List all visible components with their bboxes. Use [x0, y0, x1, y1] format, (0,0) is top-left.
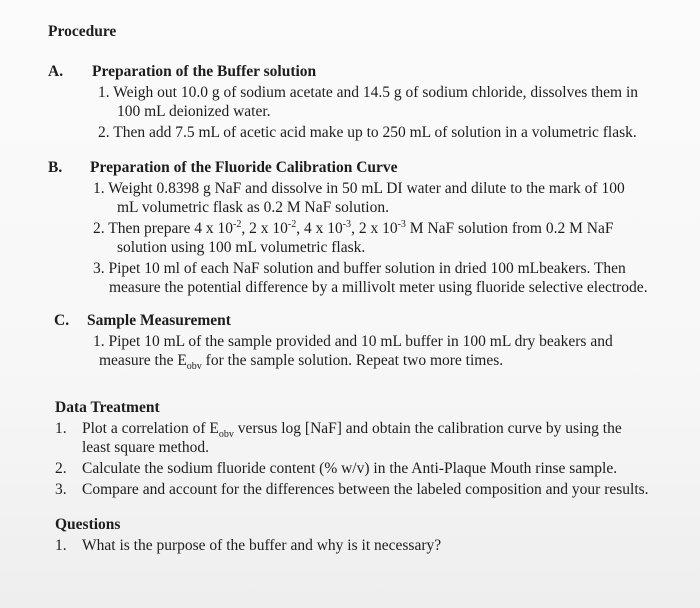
question-1: What is the purpose of the buffer and why is it necessary? — [82, 537, 442, 554]
section-b-step-3: 3. Pipet 10 ml of each NaF solution and buffer solution in dried 100 mLbeakers. Then — [93, 260, 626, 277]
section-b-step-3-cont: measure the potential difference by a millivolt meter using fluoride selective electrode. — [109, 279, 648, 296]
section-a-heading: Preparation of the Buffer solution — [92, 63, 317, 80]
data-treatment-item-1-cont: least square method. — [82, 439, 209, 456]
section-a-step-2: 2. Then add 7.5 mL of acetic acid make up to 250 mL of solution in a volumetric flask. — [98, 124, 637, 141]
section-a-step-1: 1. Weigh out 10.0 g of sodium acetate and 14.5 g of sodium chloride, dissolves them in — [98, 84, 639, 101]
section-b-label: B. — [48, 159, 63, 176]
section-c-heading: Sample Measurement — [87, 312, 231, 329]
data-treatment-item-3-num: 3. — [55, 481, 67, 498]
page-title: Procedure — [48, 23, 117, 40]
section-a-label: A. — [48, 63, 64, 80]
data-treatment-item-3: Compare and account for the differences between the labeled composition and your results. — [82, 481, 649, 498]
section-c-step-1-cont: measure the $E_{obv}$ for the sample solution. Repeat two more times. — [99, 352, 504, 373]
data-treatment-item-1: Plot a correlation of $E_{obv}$ versus log [NaF] and obtain the calibration curve by using the — [82, 420, 622, 441]
section-c-step-1: 1. Pipet 10 mL of the sample provided and 10 mL buffer in 100 mL dry beakers and — [93, 333, 613, 350]
section-a-step-1-cont: 100 mL deionized water. — [117, 103, 271, 120]
section-b-heading: Preparation of the Fluoride Calibration Curve — [90, 159, 398, 176]
section-b-step-2: 2. Then prepare 4 x $10^{-2}$, 2 x $10^{-2}$, 4 x $10^{-3}$, 2 x $10^{-3}$ M NaF solution from 0.2 M NaF — [93, 218, 614, 237]
section-b-step-1: 1. Weight 0.8398 g NaF and dissolve in 50 mL DI water and dilute to the mark of 100 — [93, 180, 625, 197]
data-treatment-item-2: Calculate the sodium fluoride content (% w/v) in the Anti-Plaque Mouth rinse sample. — [82, 460, 618, 477]
section-c-label: C. — [54, 312, 70, 329]
data-treatment-item-1-num: 1. — [55, 420, 67, 437]
question-1-num: 1. — [55, 537, 67, 554]
data-treatment-heading: Data Treatment — [55, 399, 160, 416]
data-treatment-item-2-num: 2. — [55, 460, 67, 477]
section-b-step-2-cont: solution using 100 mL volumetric flask. — [117, 239, 366, 256]
questions-heading: Questions — [55, 516, 121, 533]
section-b-step-1-cont: mL volumetric flask as 0.2 M NaF solution. — [117, 199, 389, 216]
